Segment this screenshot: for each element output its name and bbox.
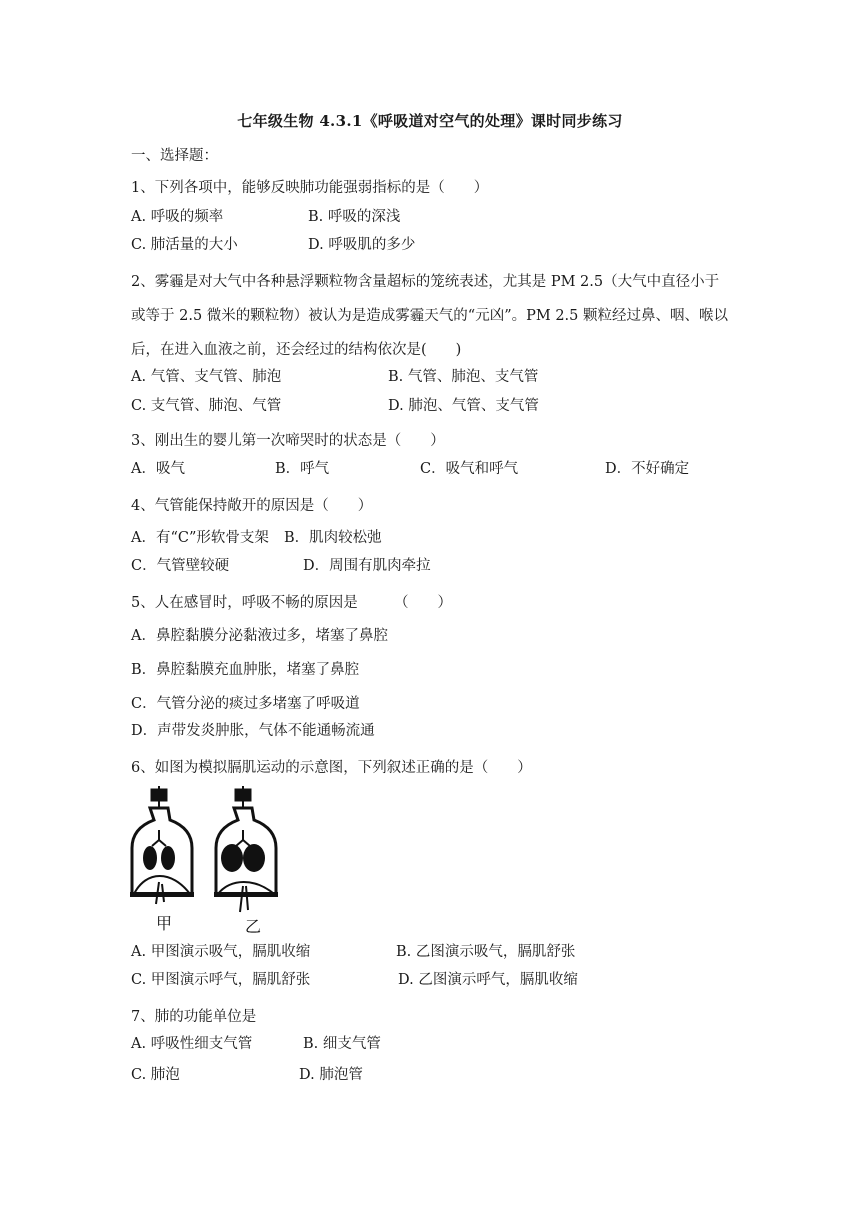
q5-option-d: D．声带发炎肿胀，气体不能通畅流通 bbox=[131, 723, 375, 739]
q4-option-b: B．肌肉较松弛 bbox=[284, 530, 382, 546]
q6-option-c: C. 甲图演示呼气，膈肌舒张 bbox=[131, 972, 311, 988]
diaphragm-model-figure bbox=[126, 786, 296, 936]
q3-option-a: A．吸气 bbox=[131, 461, 185, 477]
q6-stem: 6、如图为模拟膈肌运动的示意图，下列叙述正确的是（ ） bbox=[131, 760, 532, 776]
q1-option-d: D. 呼吸肌的多少 bbox=[308, 237, 416, 253]
q7-option-c: C. 肺泡 bbox=[131, 1067, 180, 1083]
q4-stem: 4、气管能保持敞开的原因是（ ） bbox=[131, 498, 373, 514]
figure-label-jia: 甲 bbox=[155, 914, 173, 933]
q7-stem: 7、肺的功能单位是 bbox=[131, 1009, 257, 1025]
q4-option-d: D．周围有肌肉牵拉 bbox=[303, 558, 431, 574]
q6-option-b: B. 乙图演示吸气，膈肌舒张 bbox=[396, 944, 576, 960]
q2-stem-line2: 或等于 2.5 微米的颗粒物）被认为是造成雾霾天气的“元凶”。PM 2.5 颗粒经过鼻、咽、喉以 bbox=[131, 308, 728, 324]
q5-option-b: B．鼻腔黏膜充血肿胀，堵塞了鼻腔 bbox=[131, 662, 360, 678]
q6-option-a: A. 甲图演示吸气，膈肌收缩 bbox=[131, 944, 311, 960]
bell-jar-right bbox=[214, 786, 278, 912]
q5-stem: 5、人在感冒时，呼吸不畅的原因是 （ ） bbox=[131, 595, 452, 611]
q2-option-d: D. 肺泡、气管、支气管 bbox=[388, 398, 539, 414]
q4-option-a: A．有“C”形软骨支架 bbox=[131, 530, 269, 546]
q2-stem-line3: 后，在进入血液之前，还会经过的结构依次是( ) bbox=[131, 342, 462, 358]
q1-option-b: B. 呼吸的深浅 bbox=[308, 209, 401, 225]
q1-stem: 1、下列各项中，能够反映肺功能强弱指标的是（ ） bbox=[131, 180, 489, 196]
q4-option-c: C．气管壁较硬 bbox=[131, 558, 230, 574]
section-heading: 一、选择题： bbox=[131, 148, 218, 164]
q5-option-a: A．鼻腔黏膜分泌黏液过多，堵塞了鼻腔 bbox=[131, 628, 388, 644]
q7-option-a: A. 呼吸性细支气管 bbox=[131, 1036, 253, 1052]
q2-option-a: A. 气管、支气管、肺泡 bbox=[131, 369, 282, 385]
q3-option-b: B．呼气 bbox=[275, 461, 330, 477]
figure-label-yi: 乙 bbox=[244, 917, 262, 936]
q7-option-b: B. 细支气管 bbox=[303, 1036, 381, 1052]
q6-option-d: D. 乙图演示呼气，膈肌收缩 bbox=[398, 972, 578, 988]
q2-option-b: B. 气管、肺泡、支气管 bbox=[388, 369, 539, 385]
q3-option-d: D．不好确定 bbox=[605, 461, 690, 477]
q3-stem: 3、刚出生的婴儿第一次啼哭时的状态是（ ） bbox=[131, 433, 445, 449]
q3-option-c: C．吸气和呼气 bbox=[420, 461, 519, 477]
q1-option-c: C. 肺活量的大小 bbox=[131, 237, 238, 253]
q2-option-c: C. 支气管、肺泡、气管 bbox=[131, 398, 282, 414]
q5-option-c: C．气管分泌的痰过多堵塞了呼吸道 bbox=[131, 696, 360, 712]
document-title: 七年级生物 4.3.1《呼吸道对空气的处理》课时同步练习 bbox=[237, 112, 623, 130]
q2-stem-line1: 2、雾霾是对大气中各种悬浮颗粒物含量超标的笼统表述，尤其是 PM 2.5（大气中直径小于 bbox=[131, 274, 720, 290]
bell-jar-left bbox=[130, 786, 194, 904]
q7-option-d: D. 肺泡管 bbox=[299, 1067, 363, 1083]
q1-option-a: A. 呼吸的频率 bbox=[131, 209, 224, 225]
